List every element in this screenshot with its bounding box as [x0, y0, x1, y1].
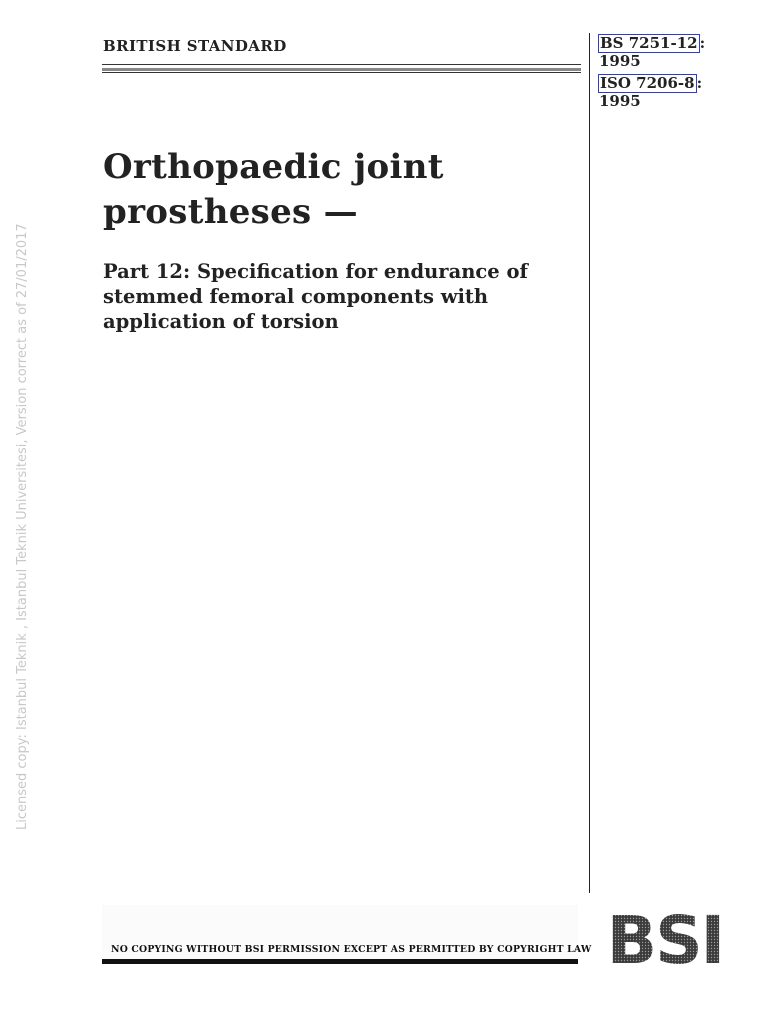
- margin-divider: [589, 33, 590, 893]
- header-rule-thick: [102, 68, 581, 71]
- standard-suffix: :: [696, 74, 703, 92]
- standard-suffix: :: [699, 34, 706, 52]
- standard-link-bs[interactable]: BS 7251-12: [600, 34, 698, 52]
- copyright-notice: NO COPYING WITHOUT BSI PERMISSION EXCEPT AS PERMITTED BY COPYRIGHT LAW: [111, 944, 592, 955]
- standard-number-bs: [599, 34, 705, 70]
- footer-rule: [102, 959, 578, 964]
- header-rule-thin-bottom: [102, 72, 581, 73]
- license-watermark: Licensed copy: Istanbul Teknik , Istanbul Teknik Universitesi, Version correct as of 27/01/2017: [15, 223, 30, 830]
- standard-year: 1995: [599, 52, 641, 70]
- standard-number-iso: [599, 74, 702, 110]
- document-title: Orthopaedic joint prostheses —: [103, 147, 444, 232]
- bsi-logo: [596, 905, 734, 967]
- header-label: BRITISH STANDARD: [103, 37, 287, 55]
- standard-year: 1995: [599, 92, 641, 110]
- header-rule-thin: [102, 64, 581, 65]
- bsi-logo-text: BSI: [606, 905, 724, 967]
- standard-link-iso[interactable]: ISO 7206-8: [600, 74, 695, 92]
- document-subtitle: Part 12: Specification for endurance of stemmed femoral components with application of torsion: [103, 260, 528, 333]
